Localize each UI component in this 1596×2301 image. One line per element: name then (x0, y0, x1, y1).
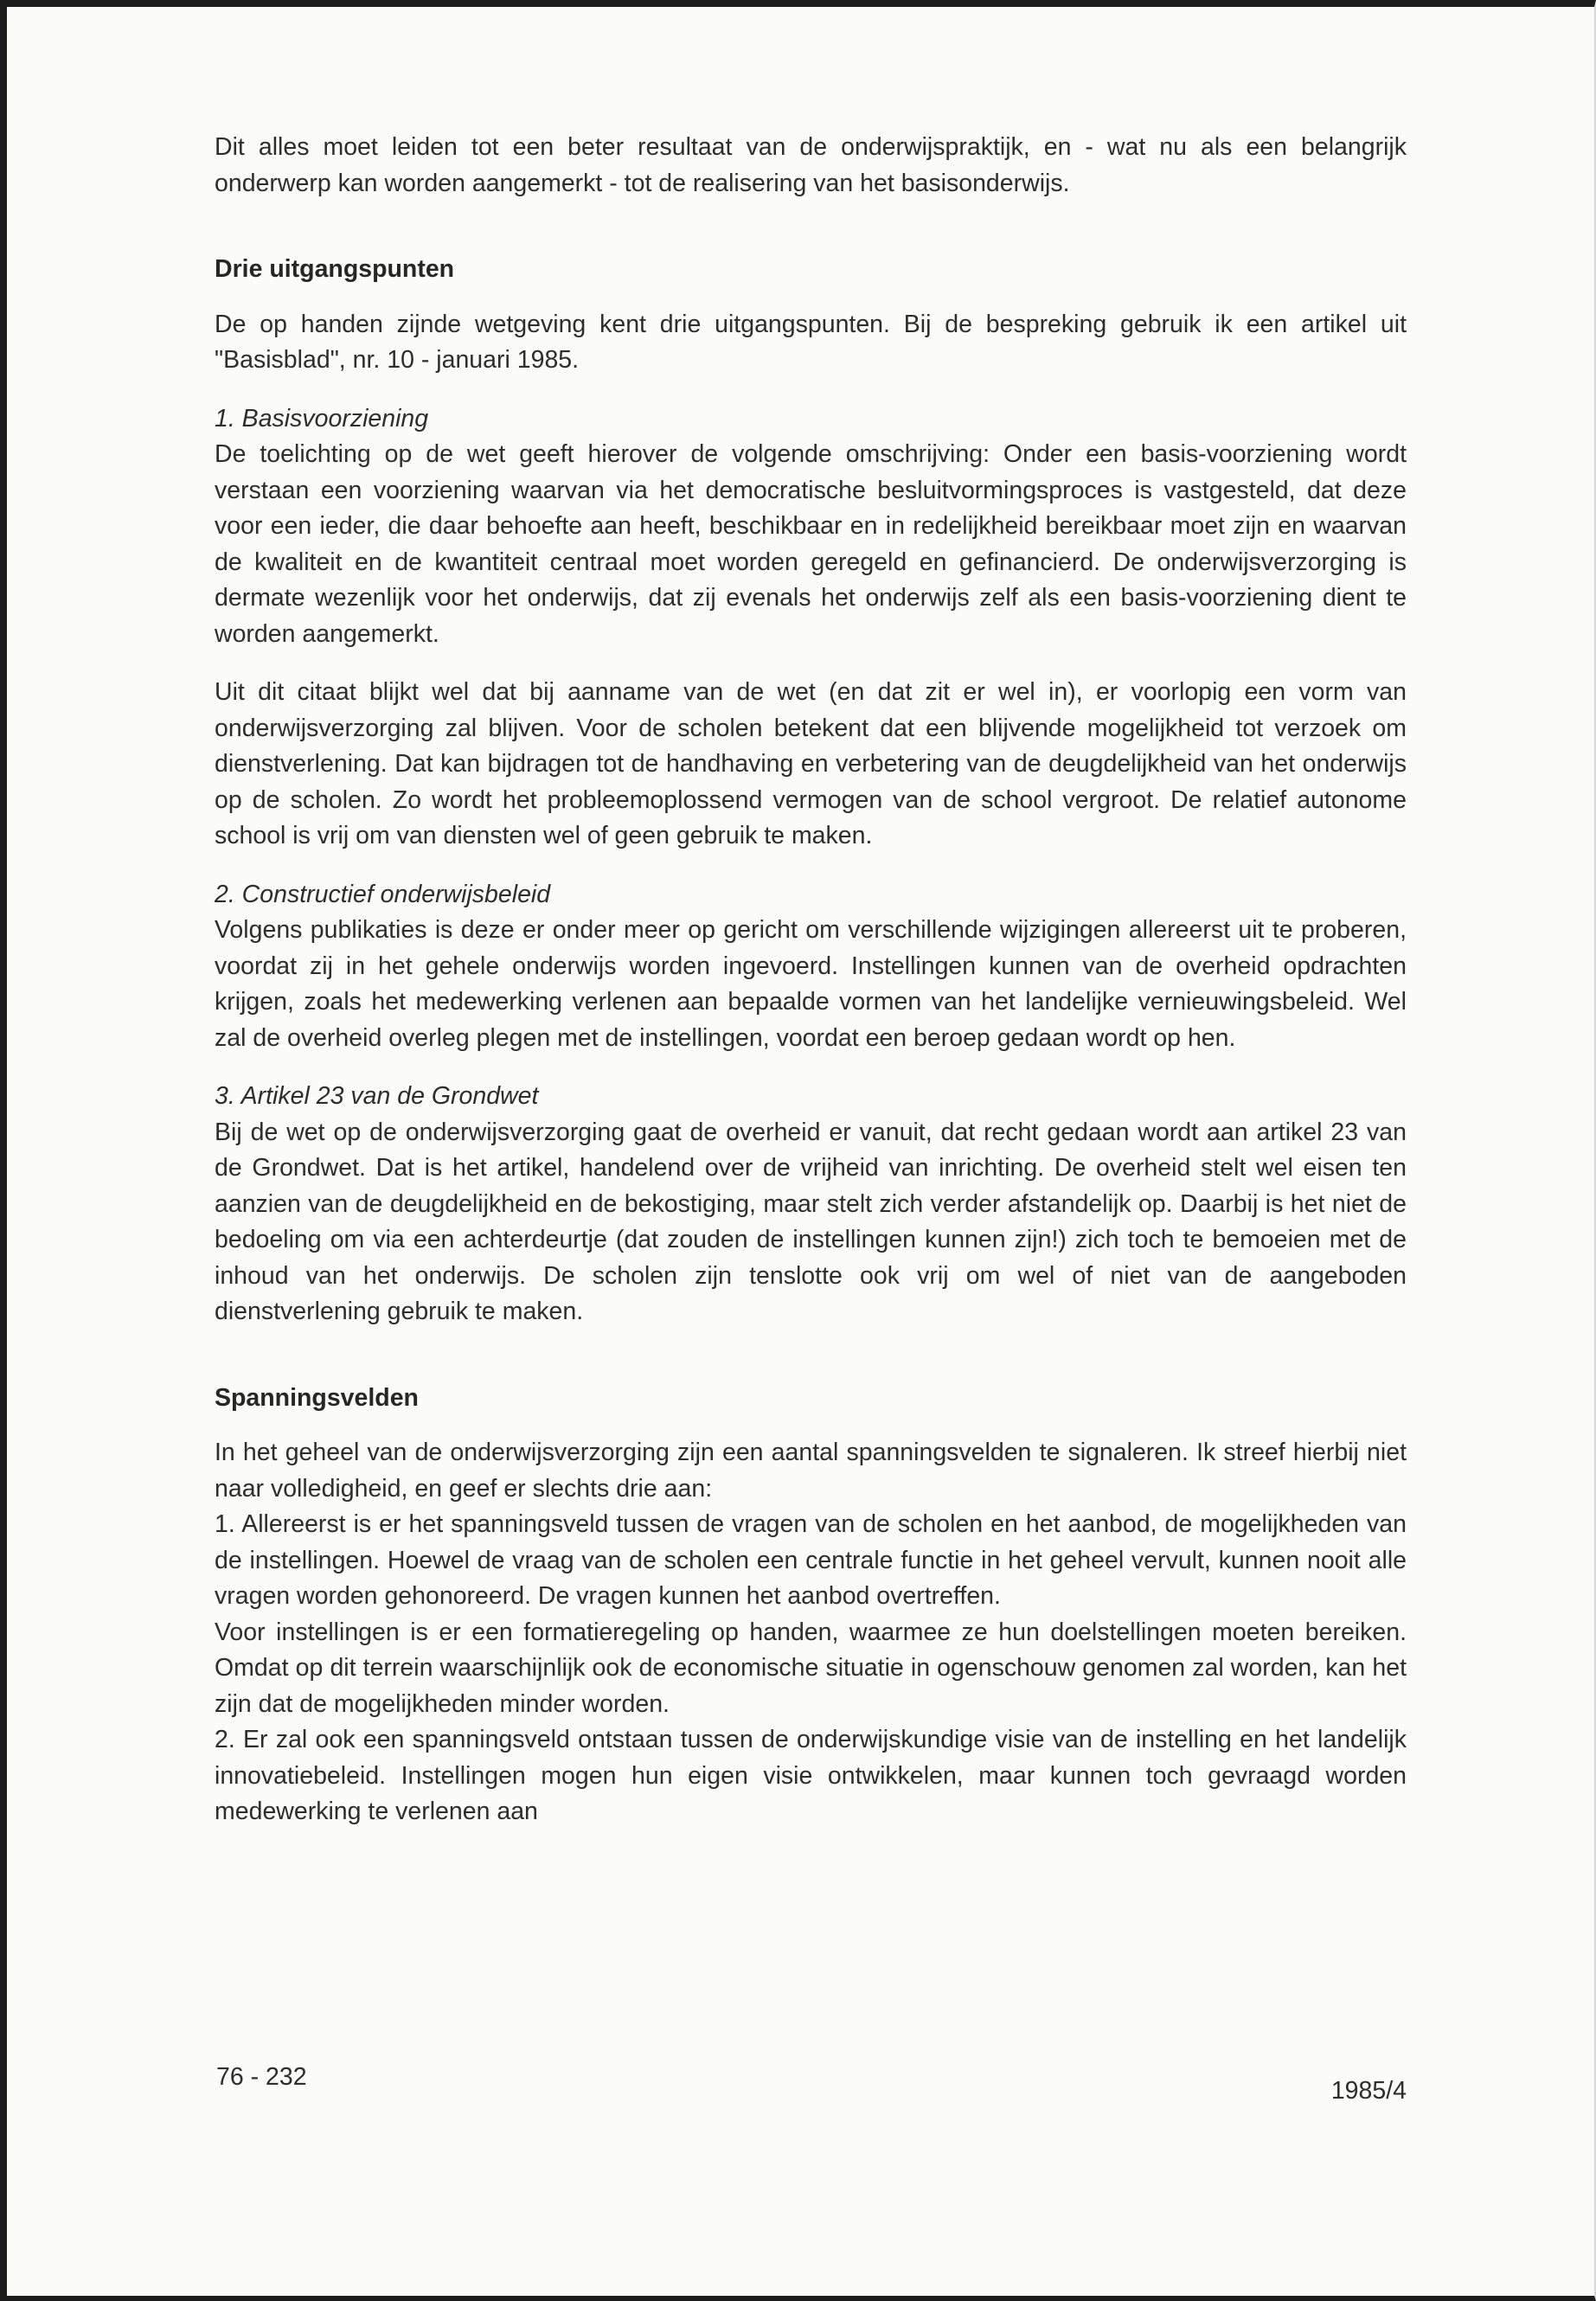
item-title-constructief-onderwijsbeleid: 2. Constructief onderwijsbeleid (215, 880, 551, 908)
section-paragraph: 1. Allereerst is er het spanningsveld tussen de vragen van de scholen en het aanbod, de mogelijkheden van de instellingen. Hoewel de vraag van de scholen een centrale functie in het geheel vervult, kunnen nooit alle vragen worden gehonoreerd. De vragen kunnen het aanbod overtreffen. (215, 1510, 1407, 1610)
page-number: 76 - 232 (216, 2063, 307, 2091)
section-paragraph: 2. Er zal ook een spanningsveld ontstaan tussen de onderwijskundige visie van de instelling en het landelijk innovatiebeleid. Instellingen mogen hun eigen visie ontwikkelen, maar kunnen toch gevraagd worden medewerking te verlenen aan (215, 1726, 1407, 1825)
section-paragraph: Voor instellingen is er een formatieregeling op handen, waarmee ze hun doelstellingen moeten bereiken. Omdat op dit terrein waarschijnlijk ook de economische situatie in ogenschouw genomen zal worden, kan het zijn dat de mogelijkheden minder worden. (215, 1618, 1407, 1718)
document-body (215, 130, 1407, 1830)
item-title-basisvoorziening: 1. Basisvoorziening (215, 404, 429, 433)
item-paragraph: De toelichting op de wet geeft hierover de volgende omschrijving: Onder een basis-voorziening wordt verstaan een voorziening waarvan via het democratische besluitvormingsproces is vastgesteld, dat deze voor een ieder, die daar behoefte aan heeft, beschikbaar en in redelijkheid bereikbaar moet zijn en waarvan de kwaliteit en de kwantiteit centraal moet worden geregeld en gefinancierd. De onderwijsverzorging is dermate wezenlijk voor het onderwijs, dat zij evenals het onderwijs zelf als een basis-voorziening dient te worden aangemerkt. (215, 440, 1407, 648)
issue-number: 1985/4 (1330, 2077, 1407, 2105)
intro-paragraph: Dit alles moet leiden tot een beter resultaat van de onderwijspraktijk, en - wat nu als een belangrijk onderwerp kan worden aangemerkt - tot de realisering van het basisonderwijs. (215, 133, 1407, 197)
item-paragraph: Bij de wet op de onderwijsverzorging gaat de overheid er vanuit, dat recht gedaan wordt aan artikel 23 van de Grondwet. Dat is het artikel, handelend over de vrijheid van inrichting. De overheid stelt wel eisen ten aanzien van de deugdelijkheid en de bekostiging, maar stelt zich verder afstandelijk op. Daarbij is het niet de bedoeling om via een achterdeurtje (dat zouden de instellingen kunnen zijn!) zich toch te bemoeien met de inhoud van het onderwijs. De scholen zijn tenslotte ook vrij om wel of niet van de aangeboden dienstverlening gebruik te maken. (215, 1118, 1407, 1325)
item-paragraph: Uit dit citaat blijkt wel dat bij aanname van de wet (en dat zit er wel in), er voorlopig een vorm van onderwijsverzorging zal blijven. Voor de scholen betekent dat een blijvende mogelijkheid tot verzoek om dienstverlening. Dat kan bijdragen tot de handhaving en verbetering van de deugdelijkheid van het onderwijs op de scholen. Zo wordt het probleemoplossend vermogen van de school vergroot. De relatief autonome school is vrij om van diensten wel of geen gebruik te maken. (215, 678, 1407, 849)
page-footer (216, 2063, 1407, 2106)
item-paragraph: Volgens publikaties is deze er onder meer op gericht om verschillende wijzigingen allereerst uit te proberen, voordat zij in het gehele onderwijs worden ingevoerd. Instellingen kunnen van de overheid opdrachten krijgen, zoals het medewerking verlenen aan bepaalde vormen van het landelijke vernieuwingsbeleid. Wel zal de overheid overleg plegen met de instellingen, voordat een beroep gedaan wordt op hen. (215, 916, 1407, 1052)
item-title-artikel-23: 3. Artikel 23 van de Grondwet (215, 1082, 539, 1110)
section-intro-paragraph: De op handen zijnde wetgeving kent drie uitgangspunten. Bij de bespreking gebruik ik een artikel uit "Basisblad", nr. 10 - januari 1985. (215, 310, 1407, 374)
section-heading-uitgangspunten: Drie uitgangspunten (215, 255, 455, 283)
section-paragraph: In het geheel van de onderwijsverzorging zijn een aantal spanningsvelden te signaleren. Ik streef hierbij niet naar volledigheid, en geef er slechts drie aan: (215, 1439, 1407, 1503)
section-heading-spanningsvelden: Spanningsvelden (215, 1383, 419, 1412)
